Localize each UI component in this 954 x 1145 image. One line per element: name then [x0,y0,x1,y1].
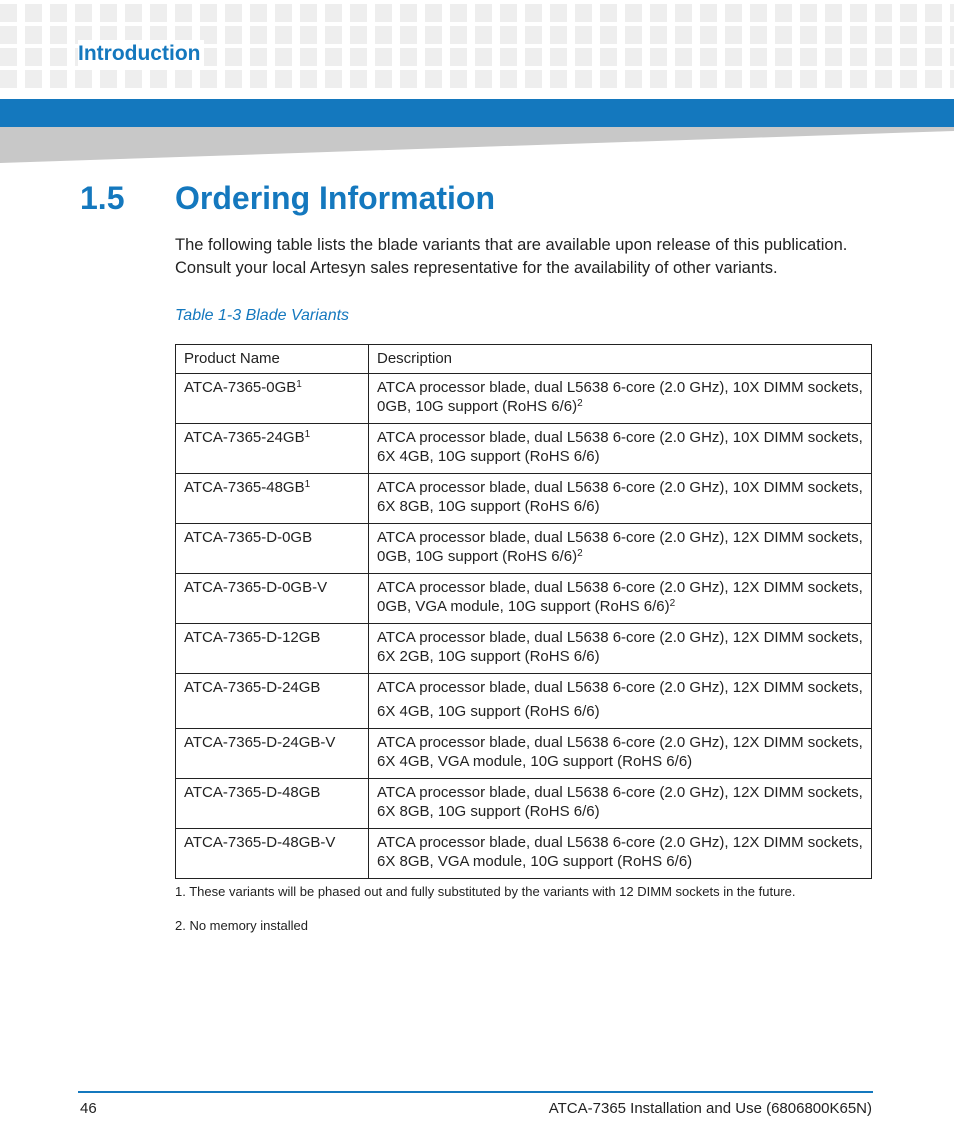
product-name-cell [176,728,369,778]
product-name: ATCA-7365-D-48GB-V [184,833,336,851]
description-line-1: ATCA processor blade, dual L5638 6-core (2.0 GHz), 10X DIMM sockets, [377,428,863,446]
product-name-cell [176,623,369,673]
product-name-cell [176,423,369,473]
description-line-2-wrap [377,852,863,872]
section-title: Ordering Information [175,180,495,216]
description-line-2-wrap [377,702,863,722]
table-caption: Table 1-3 Blade Variants [175,307,350,324]
description-line-2: 6X 4GB, 10G support (RoHS 6/6) [377,448,600,465]
description-cell [369,573,872,623]
footnote-ref: 1 [296,378,302,390]
description-line-1: ATCA processor blade, dual L5638 6-core (2.0 GHz), 10X DIMM sockets, [377,378,863,396]
table-row [176,828,872,878]
column-header-product-name: Product Name [176,345,369,374]
description-line-1: ATCA processor blade, dual L5638 6-core (2.0 GHz), 12X DIMM sockets, [377,678,863,696]
description-line-1: ATCA processor blade, dual L5638 6-core (2.0 GHz), 10X DIMM sockets, [377,478,863,496]
running-section-label: Introduction [78,40,204,68]
description-line-2: 6X 2GB, 10G support (RoHS 6/6) [377,648,600,665]
product-name-cell [176,523,369,573]
table-row [176,473,872,523]
description-line-2-wrap [377,547,863,567]
description-cell [369,778,872,828]
table-header-row [176,345,872,374]
product-name: ATCA-7365-D-0GB-V [184,578,328,596]
table-row [176,423,872,473]
description-cell [369,473,872,523]
description-line-2-wrap [377,802,863,822]
description-cell [369,423,872,473]
blade-variants-table [175,344,872,879]
table-row [176,373,872,423]
table-row [176,523,872,573]
description-cell [369,523,872,573]
product-name-cell [176,778,369,828]
description-cell [369,828,872,878]
product-name: ATCA-7365-48GB [184,478,305,496]
description-cell [369,373,872,423]
description-cell [369,623,872,673]
product-name-cell [176,828,369,878]
product-name: ATCA-7365-0GB [184,378,297,396]
footnote-2: 2. No memory installed [175,918,308,933]
product-name-cell [176,673,369,728]
description-cell [369,728,872,778]
description-line-2: 6X 4GB, 10G support (RoHS 6/6) [377,703,600,720]
description-line-1: ATCA processor blade, dual L5638 6-core (2.0 GHz), 12X DIMM sockets, [377,528,863,546]
product-name-cell [176,573,369,623]
document-title: ATCA-7365 Installation and Use (6806800K65N) [548,1100,872,1117]
description-line-2-wrap [377,447,863,467]
footnote-ref: 2 [577,548,583,559]
description-line-2-wrap [377,597,863,617]
description-line-1: ATCA processor blade, dual L5638 6-core (2.0 GHz), 12X DIMM sockets, [377,833,863,851]
description-line-2-wrap [377,752,863,772]
section-heading [80,180,495,217]
description-line-1: ATCA processor blade, dual L5638 6-core (2.0 GHz), 12X DIMM sockets, [377,733,863,751]
table-row [176,728,872,778]
section-number: 1.5 [80,180,125,216]
table-row [176,573,872,623]
description-line-2: 0GB, VGA module, 10G support (RoHS 6/6) [377,598,670,615]
description-line-1: ATCA processor blade, dual L5638 6-core (2.0 GHz), 12X DIMM sockets, [377,628,863,646]
product-name: ATCA-7365-24GB [184,428,305,446]
product-name: ATCA-7365-D-24GB-V [184,733,336,751]
footnote-ref: 2 [577,398,583,409]
header-gray-swoosh [0,127,954,163]
product-name: ATCA-7365-D-48GB [184,783,321,801]
footnote-ref: 1 [304,478,311,490]
footnote-ref: 2 [669,598,676,609]
product-name: ATCA-7365-D-12GB [184,628,321,646]
product-name: ATCA-7365-D-0GB [184,528,313,546]
header-blue-band [0,99,954,127]
description-line-2: 0GB, 10G support (RoHS 6/6) [377,398,578,415]
description-line-2: 6X 8GB, 10G support (RoHS 6/6) [377,803,600,820]
description-line-1: ATCA processor blade, dual L5638 6-core (2.0 GHz), 12X DIMM sockets, [377,578,863,596]
description-cell [369,673,872,728]
footnote-ref: 1 [304,428,311,440]
description-line-1: ATCA processor blade, dual L5638 6-core (2.0 GHz), 12X DIMM sockets, [377,783,863,801]
description-line-2-wrap [377,397,863,417]
product-name-cell [176,473,369,523]
description-line-2: 6X 8GB, VGA module, 10G support (RoHS 6/6) [377,853,693,870]
footnote-1: 1. These variants will be phased out and fully substituted by the variants with 12 DIMM sockets in the future. [175,884,796,899]
table-row [176,623,872,673]
product-name-cell [176,373,369,423]
description-line-2: 6X 4GB, VGA module, 10G support (RoHS 6/6) [377,753,693,770]
column-header-description: Description [369,345,872,374]
description-line-2: 0GB, 10G support (RoHS 6/6) [377,548,578,565]
footer-rule [78,1091,873,1093]
intro-paragraph: The following table lists the blade variants that are available upon release of this publication. Consult your local Artesyn sales representative for the availability of other variants. [175,236,848,277]
table-row [176,778,872,828]
page-number: 46 [80,1100,97,1117]
description-line-2-wrap [377,647,863,667]
description-line-2: 6X 8GB, 10G support (RoHS 6/6) [377,498,600,515]
product-name: ATCA-7365-D-24GB [184,678,321,696]
description-line-2-wrap [377,497,863,517]
table-row [176,673,872,728]
